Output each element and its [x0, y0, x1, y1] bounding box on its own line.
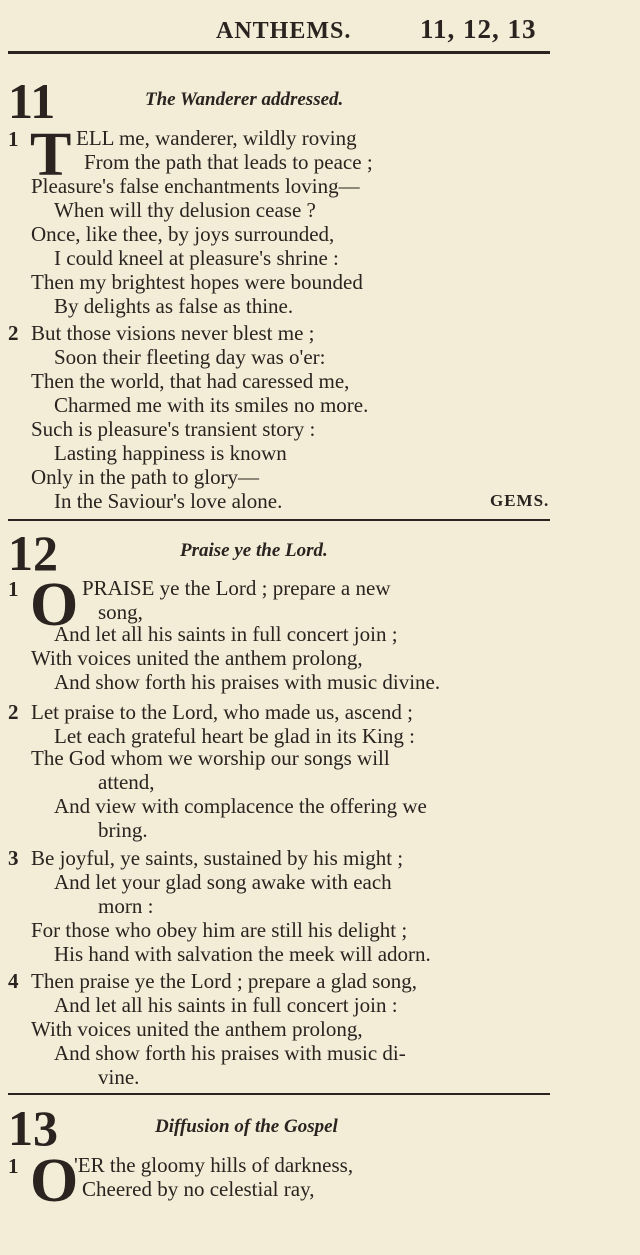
verse-line: morn : [98, 894, 154, 918]
verse-line: And let all his saints in full concert join : [54, 993, 398, 1017]
verse-line: Pleasure's false enchantments loving— [31, 174, 360, 198]
verse-line: Cheered by no celestial ray, [82, 1177, 315, 1201]
verse-number: 1 [8, 127, 19, 151]
verse-line: From the path that leads to peace ; [84, 150, 373, 174]
hymn-divider [8, 519, 550, 521]
section-title: ANTHEMS. [216, 18, 352, 44]
verse-line: vine. [98, 1065, 140, 1089]
verse-line: Lasting happiness is known [54, 441, 287, 465]
verse-line: PRAISE ye the Lord ; prepare a new [82, 576, 391, 600]
verse-number: 3 [8, 846, 19, 870]
verse-line: And show forth his praises with music divine. [54, 670, 441, 694]
verse-line: And let all his saints in full concert join ; [54, 622, 398, 646]
hymn-divider [8, 1093, 550, 1095]
verse-line: And show forth his praises with music di- [54, 1041, 406, 1065]
verse-line: With voices united the anthem prolong, [31, 1017, 363, 1041]
drop-cap: O [30, 1147, 79, 1215]
verse-line: His hand with salvation the meek will adorn. [54, 942, 431, 966]
verse-line: With voices united the anthem prolong, [31, 646, 363, 670]
verse-line: ELL me, wanderer, wildly roving [76, 126, 357, 150]
hymn-title: The Wanderer addressed. [145, 89, 344, 110]
verse-line: But those visions never blest me ; [31, 321, 315, 345]
verse-number: 2 [8, 700, 19, 724]
hymn-number: 12 [8, 525, 58, 581]
drop-cap: O [30, 571, 79, 639]
verse-line: Soon their fleeting day was o'er: [54, 345, 326, 369]
verse-line: Then my brightest hopes were bounded [31, 270, 363, 294]
verse-number: 1 [8, 577, 19, 601]
verse-line: Then the world, that had caressed me, [31, 369, 350, 393]
verse-line: When will thy delusion cease ? [54, 198, 316, 222]
drop-cap: T [30, 121, 72, 189]
header-rule [8, 51, 550, 54]
verse-line: Let each grateful heart be glad in its King : [54, 724, 415, 748]
hymn-title: Praise ye the Lord. [180, 540, 328, 561]
hymn-number: 11 [8, 73, 56, 129]
verse-line: And view with complacence the offering we [54, 794, 427, 818]
verse-line: Let praise to the Lord, who made us, ascend ; [31, 700, 413, 724]
verse-number: 4 [8, 969, 19, 993]
hymn-number-range: 11, 12, 13 [420, 14, 537, 44]
verse-line: For those who obey him are still his delight ; [31, 918, 408, 942]
verse-number: 2 [8, 321, 19, 345]
verse-number: 1 [8, 1154, 19, 1178]
verse-line: attend, [98, 770, 155, 794]
verse-line: song, [98, 600, 143, 624]
verse-line: And let your glad song awake with each [54, 870, 392, 894]
verse-line: Be joyful, ye saints, sustained by his might ; [31, 846, 404, 870]
verse-line: 'ER the gloomy hills of darkness, [74, 1153, 354, 1177]
verse-line: In the Saviour's love alone. [54, 489, 283, 513]
verse-line: Then praise ye the Lord ; prepare a glad song, [31, 969, 418, 993]
verse-line: Only in the path to glory— [31, 465, 260, 489]
verse-line: I could kneel at pleasure's shrine : [54, 246, 339, 270]
verse-line: Charmed me with its smiles no more. [54, 393, 369, 417]
hymn-attribution: GEMS. [490, 491, 550, 510]
verse-line: Such is pleasure's transient story : [31, 417, 316, 441]
verse-line: Once, like thee, by joys surrounded, [31, 222, 335, 246]
running-header [0, 14, 640, 50]
verse-line: The God whom we worship our songs will [31, 746, 390, 770]
verse-line: By delights as false as thine. [54, 294, 294, 318]
hymn-number: 13 [8, 1100, 58, 1156]
verse-line: bring. [98, 818, 148, 842]
hymn-title: Diffusion of the Gospel [155, 1116, 338, 1137]
